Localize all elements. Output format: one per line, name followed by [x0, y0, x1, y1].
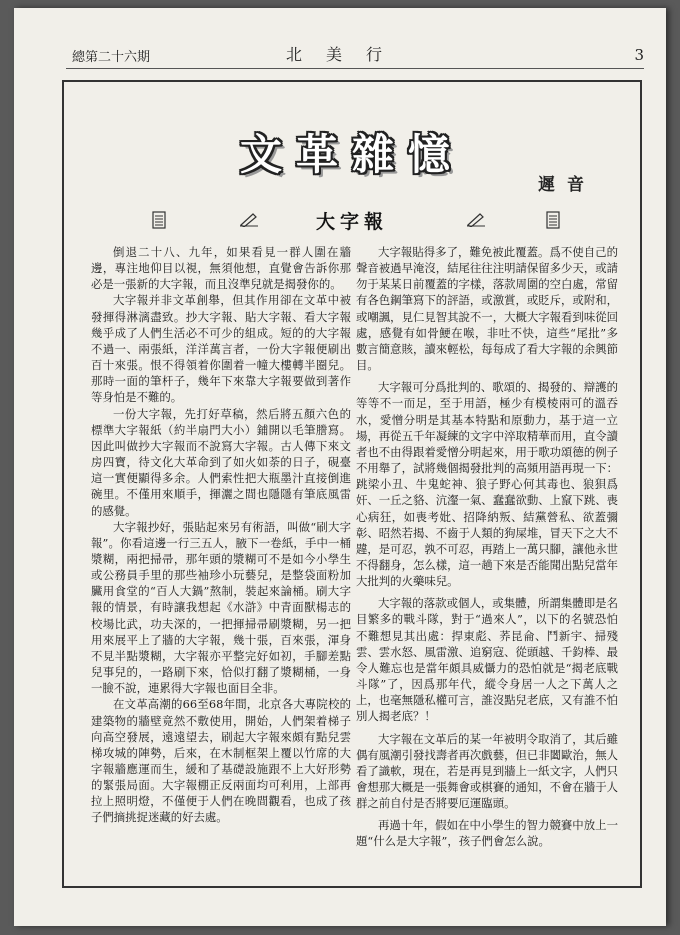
- section-title: 大字報: [315, 211, 388, 233]
- issue-label: 總第二十六期: [72, 50, 151, 65]
- paragraph: 大字報在文革后的某一年被明令取消了，其后雖偶有風潮引發找壽者再次戲藝，但已非闔歐治，無人看了識軟，現在，若是再見到牆上一紙文字，人們只會想那大概是一張舞會或棋賽的通知，不會在牆于人群之前自付是否將要厄運臨頭。: [356, 731, 618, 811]
- paragraph: 再過十年，假如在中小學生的智力競賽中放上一題“什么是大字報”，孩子們會怎么說。: [356, 818, 618, 849]
- paragraph: 大字報抄好，張貼起來另有術語，叫做“刷大字報”。你看這邊一行三五人，腋下一卷紙，手中一桶漿糊，兩把掃帚，那年頭的漿糊可不是如今小學生或公務員手里的那些袖珍小玩藝兒，是整袋面粉加臟用食堂的“百人大鍋”熬制，裝起來論桶。刷大字報的情景，有時讓我想起《水滸》中青面獸楊志的校場比武，功夫深的，一把揮掃帚刷漿糊，另一把用來展平上了牆的大字報，幾十張，百來張，渾身不見半點漿糊，大字報亦平整完好如初，手腳差點兒事兒的，一路刷下來，恰似打翻了漿糊桶，一身一臉不說，連累得大字報也面目全非。: [91, 519, 351, 696]
- running-header: [66, 44, 644, 69]
- paragraph: 大字報的落款或個人，或集體，所謂集體即是名目繁多的戰斗隊，對于“過來人”，以下的名號恐怕不難想見其出處：捍東彪、荞昆侖、鬥新宇、掃殘雲、雲水怒、風雷激、追窮寇、從頭越、千鈞棒、最令人難忘也是當年頗具威懾力的恐怕就是“揭老底戰斗隊”了，因爲那年代，縱令身居一人之下萬人之上，也毫無隱私權可言，誰沒點兒老底，又有誰不怕別人揭老底？！: [356, 596, 618, 724]
- paragraph: 大字報貼得多了，難免被此覆蓋。爲不使自己的聲音被過早淹沒，結尾往往注明請保留多少天，或請勿于某某日前覆蓋的字樣，落款周圍的空白處，常留有各色鋼筆寫下的評語，或激賞，或貶斥，或附和，或嘲諷，見仁見智其說不一，大概大字報看到味從回處，感覺有如骨鯁在喉，非吐不快，這些“尾批”多數言簡意賅，讀來輕松，每每成了看大字報的余興節目。: [356, 245, 618, 373]
- paragraph: 大字報可分爲批判的、歌頌的、揭發的、辯護的等等不一而足，至于用語，極少有模棱兩可的溫吞水，愛憎分明是其基本特點和原動力，基于這一立場，再從五千年凝練的文字中淬取精華而用，直令讀者也不由得跟着愛憎分明起來，用于歌功頌德的例子不用舉了，試將幾個揭發批判的高頻用語再現一下：跳梁小丑、牛鬼蛇神、狼子野心何其毒也、狼狽爲奸、一丘之貉、沆瀣一氣、蠢蠢欲動、上竄下跳、喪心病狂，如喪考妣、招降納叛、結黨營私、欲蓋彌彰、昭然若揭、不齒于人類的狗屎堆，冒天下之大不韙，是可忍，孰不可忍，再踏上一萬只腳，讓他永世不得翻身，怎么樣，這一趟下來是否能聞出點兒當年大批判的火藥味兒。: [356, 380, 618, 589]
- author-name: 遲音: [538, 175, 596, 195]
- page-number: 3: [634, 46, 644, 64]
- paragraph: 大字報并非文革創舉，但其作用卻在文革中被發揮得淋漓盡致。抄大字報、貼大字報、看大字報幾乎成了人們生活必不可少的組成。短的的大字報不過一、兩張紙，洋洋萬言者，一份大字報便刷出百十來張。恨不得領着你圍着一幢大樓轉半圈兒。那時一面的筆杆子，幾年下來靠大字報要做到著作等身怕是不難的。: [91, 293, 351, 405]
- section-heading: [64, 207, 640, 237]
- scroll-icon: [546, 211, 560, 233]
- right-column: [356, 244, 618, 850]
- paragraph: 倒退二十八、九年，如果看見一群人圍在牆邊，專注地仰目以視，無須他想，直覺會告訴你那必是一張新的大字報，而且沒準兒就是揭發你的。: [91, 245, 351, 292]
- magazine-page: [14, 8, 666, 926]
- left-column: [91, 244, 351, 826]
- paragraph: 在文革高潮的66至68年間，北京各大專院校的建築物的牆壁竟然不敷使用，開始，人們架着梯子向高空發展，遠遠望去，刷起大字報來頗有點兒雲梯攻城的陣勢，后來，在木制框架上覆以竹席的大字報牆應運而生，緩和了基礎設施跟不上大好形勢的緊張局面。大字報棚正反兩面均可利用，上部再拉上照明燈，不僅便于人們在晚間觀看，也成了孩子們摘挑捉迷藏的好去處。: [91, 697, 351, 825]
- magazine-name: 北美行: [286, 45, 407, 64]
- paragraph: 一份大字報，先打好草稿，然后將五顏六色的標準大字報紙（約半扇門大小）鋪開以毛筆謄寫。因此叫做抄大字報而不說寫大字報。古人傳下來文房四寶，待文化大革命到了如火如荼的日子，硯臺這一實便顯得多余。人們索性把大瓶墨汁直接倒進碗里。不僅用來順手，揮灑之間也隱隱有筆底風雷的感覺。: [91, 406, 351, 518]
- article-frame: [62, 80, 642, 888]
- article-title: 文革雜憶: [239, 130, 464, 179]
- pen-icon: [466, 211, 486, 231]
